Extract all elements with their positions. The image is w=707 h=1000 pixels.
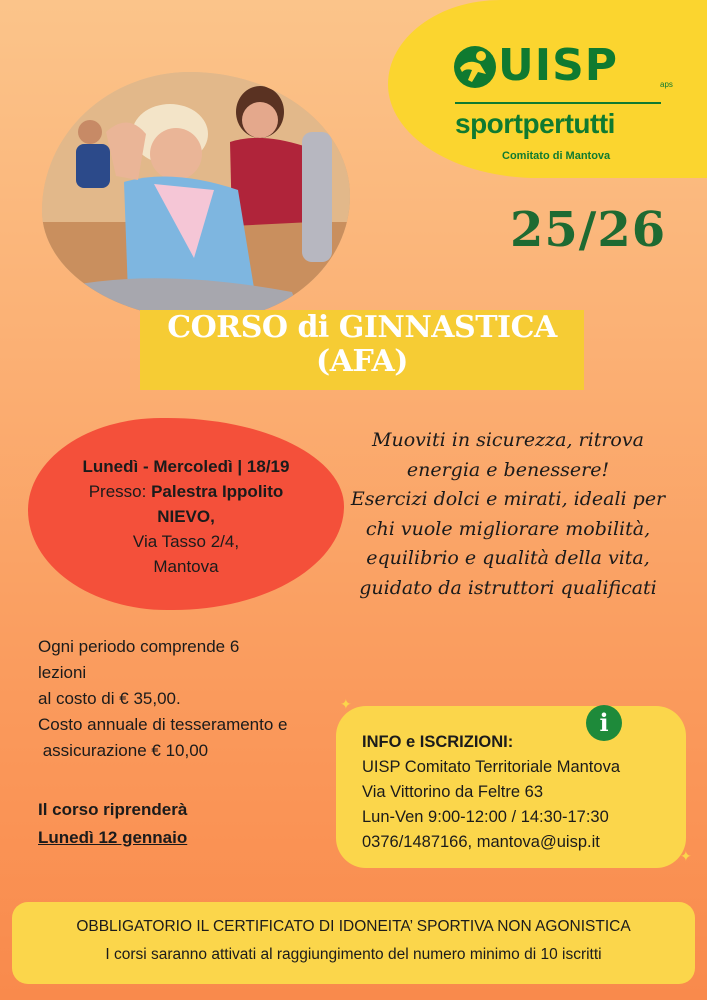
venue-address: Via Tasso 2/4, bbox=[132, 532, 240, 551]
restart-notice bbox=[38, 796, 187, 852]
description-line: guidato da istruttori qualificati bbox=[359, 576, 657, 599]
course-title-line1: CORSO di GINNASTICA bbox=[167, 310, 557, 345]
description-line: chi vuole migliorare mobilità, bbox=[365, 517, 651, 540]
sparkle-icon: ✦ bbox=[680, 848, 692, 864]
uisp-runner-icon bbox=[452, 44, 498, 90]
description-line: Esercizi dolci e mirati, ideali per bbox=[350, 488, 666, 510]
course-title bbox=[140, 311, 584, 379]
fitness-photo bbox=[42, 72, 350, 320]
info-block bbox=[362, 730, 682, 855]
logo-brand: UISP bbox=[498, 40, 619, 91]
pricing-line: al costo di € 35,00. bbox=[38, 689, 181, 708]
venue-name-2: NIEVO, bbox=[157, 507, 215, 526]
venue-name-1: Palestra Ippolito bbox=[151, 482, 284, 501]
minimum-enrollment-note: I corsi saranno attivati al raggiungimento del numero minimo di 10 iscritti bbox=[105, 946, 602, 963]
description-line: Muoviti in sicurezza, ritrova bbox=[372, 429, 644, 451]
logo-committee: Comitato di Mantova bbox=[502, 150, 611, 162]
info-address: Via Vittorino da Feltre 63 bbox=[362, 783, 544, 801]
info-hours: Lun-Ven 9:00-12:00 / 14:30-17:30 bbox=[362, 808, 609, 826]
restart-date: Lunedì 12 gennaio bbox=[38, 828, 188, 847]
people-stretching-illustration bbox=[42, 72, 350, 320]
pricing-block bbox=[38, 634, 338, 764]
pricing-line: lezioni bbox=[38, 663, 87, 682]
season-label: 25/26 bbox=[510, 202, 667, 258]
venue-prefix: Presso: bbox=[88, 482, 147, 501]
info-heading: INFO e ISCRIZIONI: bbox=[362, 733, 514, 751]
certificate-requirement: OBBLIGATORIO IL CERTIFICATO DI IDONEITA’ SPORTIVA NON AGONISTICA bbox=[76, 918, 631, 935]
pricing-line: Costo annuale di tesseramento e bbox=[38, 715, 288, 734]
course-title-line2: (AFA) bbox=[316, 344, 408, 379]
sparkle-icon: ✦ bbox=[340, 696, 352, 712]
info-icon: i bbox=[586, 705, 622, 741]
info-contact: 0376/1487166, mantova@uisp.it bbox=[362, 833, 600, 851]
schedule-days: Lunedì - Mercoledì | 18/19 bbox=[82, 457, 290, 476]
schedule-block bbox=[36, 454, 336, 579]
venue-city: Mantova bbox=[153, 557, 219, 576]
course-description bbox=[322, 426, 694, 603]
pricing-line: assicurazione € 10,00 bbox=[38, 741, 209, 760]
logo-divider bbox=[455, 102, 661, 104]
pricing-line: Ogni periodo comprende 6 bbox=[38, 637, 240, 656]
restart-line1: Il corso riprenderà bbox=[38, 800, 188, 819]
info-org: UISP Comitato Territoriale Mantova bbox=[362, 758, 620, 776]
description-line: energia e benessere! bbox=[406, 458, 610, 481]
logo-tagline: sportpertutti bbox=[455, 108, 615, 139]
description-line: equilibrio e qualità della vita, bbox=[366, 547, 650, 569]
logo-suffix: aps bbox=[660, 80, 673, 89]
notice-box bbox=[12, 902, 695, 984]
